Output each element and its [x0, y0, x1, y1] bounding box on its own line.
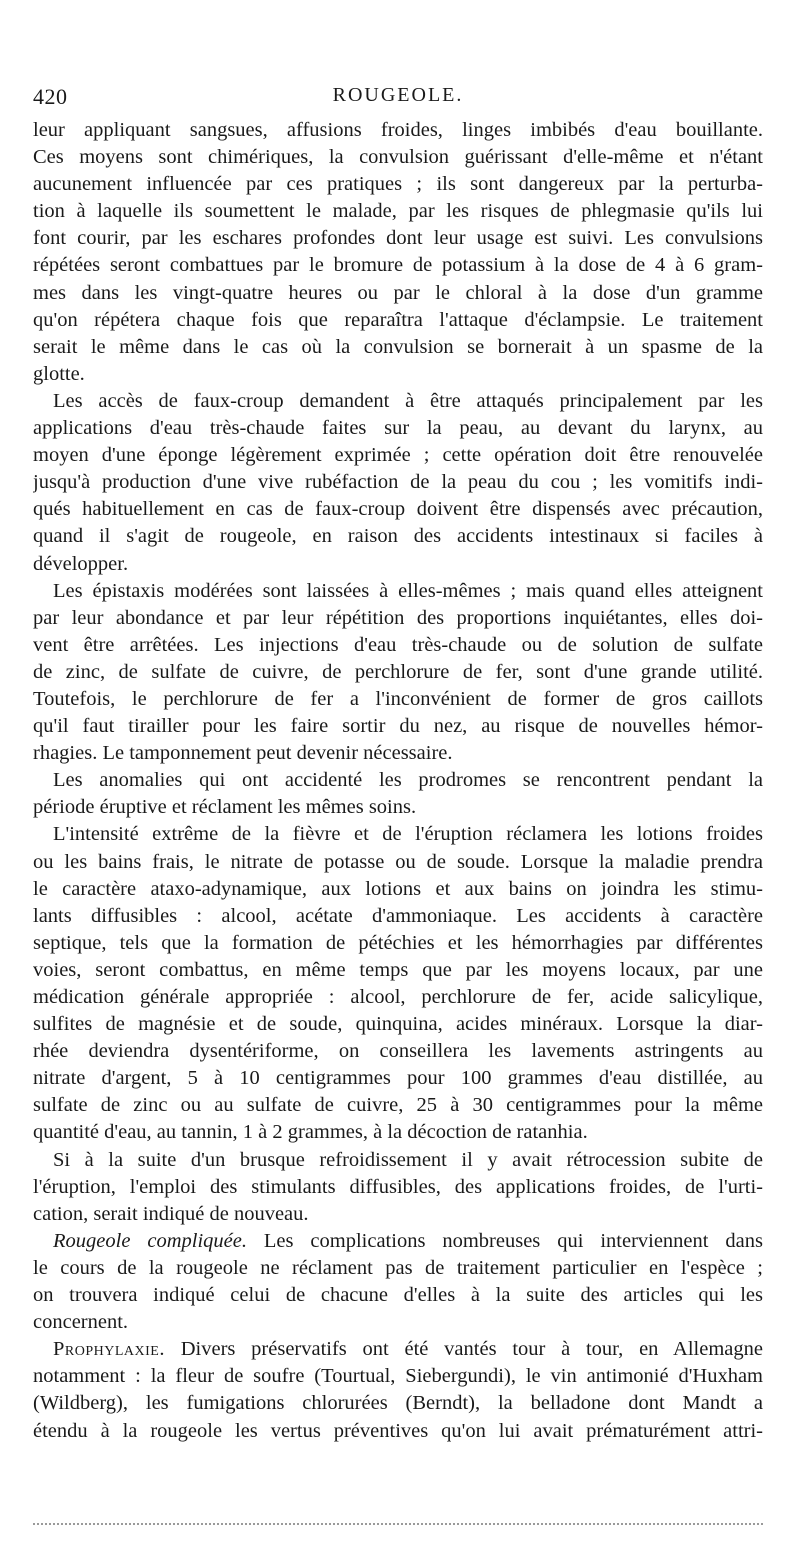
text-line: Si à la suite d'un brusque refroidissement il y avait rétrocession subite de [53, 1148, 763, 1171]
text-line: développer. [33, 552, 129, 575]
text-line: moyen d'une éponge légèrement exprimée ; cette opération doit être renouvelée [33, 444, 763, 467]
footer-dotted-rule [33, 1523, 763, 1525]
text-line: l'éruption, l'emploi des stimulants diffusibles, des applications froides, de l'urti- [33, 1175, 763, 1198]
text-line: tion à laquelle ils soumettent le malade, par les risques de phlegmasie qu'ils lui [33, 200, 763, 223]
text-run: Divers préservatifs ont été vantés tour à tour, en Allemagne [164, 1338, 763, 1361]
text-line: répétées seront combattues par le bromure de potassium à la dose de 4 à 6 gram- [33, 254, 763, 277]
text-run: Les complications nombreuses qui interviennent dans [246, 1229, 763, 1252]
text-line: qués habituellement en cas de faux-croup doivent être dispensés avec précaution, [33, 498, 763, 521]
text-line: concernent. [33, 1311, 129, 1334]
page-title: ROUGEOLE. [332, 84, 464, 106]
text-line: le cours de la rougeole ne réclament pas de traitement particulier en l'espèce ; [33, 1256, 763, 1279]
text-line: notamment : la fleur de soufre (Tourtual, Siebergundi), le vin antimonié d'Huxham [33, 1365, 763, 1388]
text-line: rhée deviendra dysentériforme, on conseillera les lavements astringents au [33, 1040, 763, 1063]
text-line [33, 1228, 763, 1255]
text-line: jusqu'à production d'une vive rubéfaction de la peau du cou ; les vomitifs indi- [33, 471, 763, 494]
text-line: ou les bains frais, le nitrate de potasse ou de soude. Lorsque la maladie prendra [33, 850, 763, 873]
text-line: vent être arrêtées. Les injections d'eau très-chaude ou de solution de sulfate [33, 633, 763, 656]
text-line: font courir, par les eschares profondes dont leur usage est suivi. Les convulsions [33, 227, 763, 250]
text-line: qu'il faut tirailler pour les faire sortir du nez, au risque de nouvelles hémor- [33, 715, 763, 738]
text-line: par leur abondance et par leur répétition des proportions inquiétantes, elles doi- [33, 606, 763, 629]
text-line: quand il s'agit de rougeole, en raison des accidents intestinaux si faciles à [33, 525, 763, 548]
text-line: sulfites de magnésie et de soude, quinquina, acides minéraux. Lorsque la diar- [33, 1013, 763, 1036]
text-line: serait le même dans le cas où la convulsion se bornerait à un spasme de la [33, 335, 763, 358]
text-line: Les accès de faux-croup demandent à être attaqués principalement par les [53, 389, 763, 412]
text-line: quantité d'eau, au tannin, 1 à 2 grammes, à la décoction de ratanhia. [33, 1121, 588, 1144]
text-line: aucunement influencée par ces pratiques ; ils sont dangereux par la perturba- [33, 173, 763, 196]
text-line: Les anomalies qui ont accidenté les prodromes se rencontrent pendant la [53, 769, 763, 792]
text-line: qu'on répétera chaque fois que reparaîtra l'attaque d'éclampsie. Le traitement [33, 308, 763, 331]
page-number: 420 [33, 84, 68, 109]
text-line: médication générale appropriée : alcool, perchlorure de fer, acide salicylique, [33, 986, 763, 1008]
text-line: sulfate de zinc ou au sulfate de cuivre, 25 à 30 centigrammes pour la même [33, 1094, 763, 1117]
text-line: cation, serait indiqué de nouveau. [33, 1202, 309, 1225]
text-line: mes dans les vingt-quatre heures ou par le chloral à la dose d'un gramme [33, 281, 763, 304]
text-line: rhagies. Le tamponnement peut devenir nécessaire. [33, 742, 453, 765]
text-line: de zinc, de sulfate de cuivre, de perchlorure de fer, sont d'une grande utilité. [33, 660, 763, 683]
text-line [33, 1336, 763, 1363]
section-heading-complicated-measles: Rougeole compliquée. [53, 1229, 247, 1252]
text-line: applications d'eau très-chaude faites sur la peau, au devant du larynx, au [33, 417, 763, 440]
text-line: leur appliquant sangsues, affusions froides, linges imbibés d'eau bouillante. [33, 119, 763, 141]
text-line: le caractère ataxo-adynamique, aux lotions et aux bains on joindra les stimu- [33, 877, 763, 900]
text-line: Ces moyens sont chimériques, la convulsion guérissant d'elle-même et n'étant [33, 146, 763, 169]
text-line: on trouvera indiqué celui de chacune d'elles à la suite des articles qui les [33, 1284, 763, 1307]
text-line: nitrate d'argent, 5 à 10 centigrammes pour 100 grammes d'eau distillée, au [33, 1067, 763, 1090]
text-line: étendu à la rougeole les vertus préventives qu'on lui avait prématurément attri- [33, 1419, 763, 1442]
text-line: Les épistaxis modérées sont laissées à elles-mêmes ; mais quand elles atteignent [53, 579, 763, 602]
text-line: L'intensité extrême de la fièvre et de l'éruption réclamera les lotions froides [53, 823, 763, 846]
text-line: Toutefois, le perchlorure de fer a l'inconvénient de former de gros caillots [33, 687, 763, 710]
text-line: (Wildberg), les fumigations chlorurées (Berndt), la belladone dont Mandt a [33, 1392, 763, 1415]
text-line: septique, tels que la formation de pétéchies et les hémorrhagies par différentes [33, 931, 763, 954]
text-line: glotte. [33, 362, 85, 385]
text-line: voies, seront combattus, en même temps que par les moyens locaux, par une [33, 958, 763, 981]
running-head [33, 84, 763, 112]
section-heading-prophylaxis: Prophylaxie. [53, 1338, 165, 1361]
text-line: lants diffusibles : alcool, acétate d'ammoniaque. Les accidents à caractère [33, 904, 763, 927]
text-line: période éruptive et réclament les mêmes soins. [33, 796, 417, 819]
body-text [33, 117, 763, 1445]
